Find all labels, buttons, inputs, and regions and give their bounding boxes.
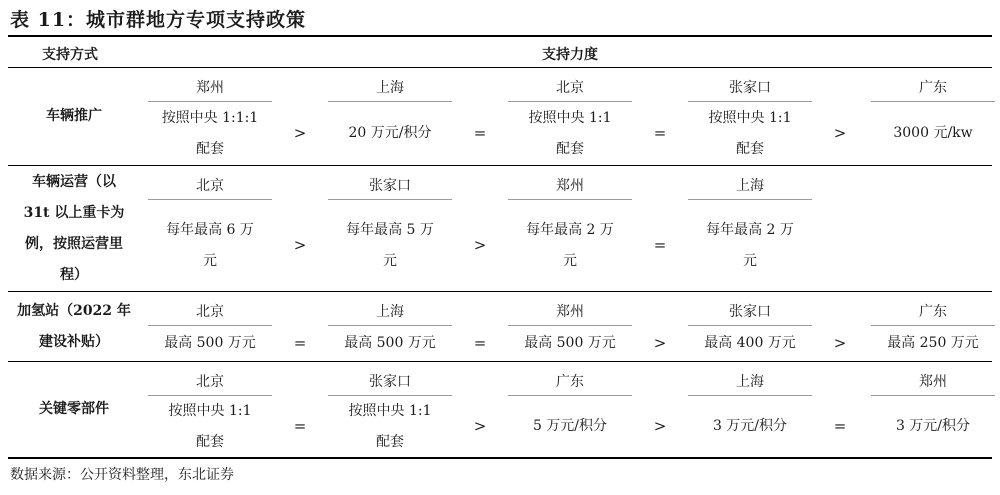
city-underline [871,325,995,326]
comparison-operator: > [833,333,847,352]
city-name: 郑州 [919,374,947,390]
row-label-line: 程） [59,266,88,283]
comparison-operator: > [293,123,307,142]
support-value: 20 万元/积分 [348,125,432,141]
city-name: 广东 [919,304,947,320]
city-name: 张家口 [729,304,771,320]
comparison-operator: = [473,333,487,352]
city-underline [148,199,272,200]
city-underline [328,101,452,102]
city-name: 广东 [919,80,947,96]
comparison-operator: = [293,333,307,352]
header-support-method: 支持方式 [42,47,98,63]
city-underline [148,325,272,326]
support-value: 配套 [556,140,584,157]
support-value: 元 [743,252,757,269]
support-value: 元 [203,252,217,269]
support-value: 每年最高 2 万 [706,221,794,238]
support-value: 每年最高 2 万 [526,221,614,238]
comparison-operator: = [293,416,307,435]
support-value: 最高 400 万元 [704,335,796,351]
support-value: 按照中央 1:1 [708,109,792,126]
support-value: 3 万元/积分 [712,418,788,434]
group-rule [8,291,992,292]
city-name: 张家口 [369,178,411,194]
row-label [10,68,138,165]
row-label-text [17,296,131,358]
support-value: 元 [383,252,397,269]
support-value: 最高 500 万元 [164,335,256,351]
comparison-operator: > [473,235,487,254]
row-label-line: 车辆推广 [46,108,102,124]
support-value: 配套 [196,433,224,450]
row-label-line: 关键零部件 [39,401,109,417]
city-name: 上海 [376,80,404,96]
row-label-line: 加氢站（2022 年 [17,302,131,319]
city-name: 北京 [196,374,224,390]
support-value: 按照中央 1:1:1 [161,109,259,126]
comparison-operator: = [653,123,667,142]
bottom-rule [8,457,992,459]
row-label [10,362,138,457]
support-value: 按照中央 1:1 [528,109,612,126]
city-name: 郑州 [196,80,224,96]
support-value: 配套 [196,140,224,157]
city-name: 北京 [556,80,584,96]
comparison-operator: = [473,123,487,142]
support-value: 3000 元/kw [893,125,973,141]
comparison-operator: > [833,123,847,142]
row-label-text [39,394,109,425]
city-underline [328,325,452,326]
support-value: 元 [563,252,577,269]
city-name: 郑州 [556,178,584,194]
source-note: 数据来源：公开资料整理，东北证券 [10,467,234,483]
city-underline [871,395,995,396]
row-label-text [24,167,125,291]
city-name: 郑州 [556,304,584,320]
city-name: 北京 [196,178,224,194]
city-name: 张家口 [729,80,771,96]
table-title: 表 11：城市群地方专项支持政策 [10,9,307,31]
city-name: 上海 [736,178,764,194]
comparison-operator: > [653,416,667,435]
comparison-operator: > [653,333,667,352]
support-value: 3 万元/积分 [895,418,971,434]
city-name: 上海 [736,374,764,390]
row-label-line: 31t 以上重卡为 [23,204,125,221]
row-label-text [46,101,102,132]
row-label [10,292,138,361]
row-label-line: 车辆运营（以 [31,173,116,190]
support-value: 最高 500 万元 [344,335,436,351]
city-underline [508,325,632,326]
group-rule [8,165,992,166]
top-rule [8,35,992,37]
support-value: 最高 500 万元 [524,335,616,351]
row-label-line: 建设补贴） [39,333,109,350]
city-underline [688,325,812,326]
city-underline [871,101,995,102]
support-value: 每年最高 5 万 [346,221,434,238]
city-name: 北京 [196,304,224,320]
header-support-strength: 支持力度 [542,47,598,63]
city-underline [688,395,812,396]
support-value: 配套 [736,140,764,157]
row-label [10,166,138,291]
comparison-operator: = [653,235,667,254]
city-name: 张家口 [369,374,411,390]
city-underline [508,395,632,396]
support-value: 按照中央 1:1 [348,402,432,419]
comparison-operator: > [473,416,487,435]
support-value: 每年最高 6 万 [166,221,254,238]
support-value: 5 万元/积分 [532,418,608,434]
city-underline [688,199,812,200]
city-underline [508,199,632,200]
comparison-operator: = [833,416,847,435]
city-name: 广东 [556,374,584,390]
group-rule [8,361,992,362]
city-underline [328,199,452,200]
city-name: 上海 [376,304,404,320]
support-value: 按照中央 1:1 [168,402,252,419]
row-label-line: 例，按照运营里 [24,235,123,252]
support-value: 最高 250 万元 [887,335,979,351]
support-value: 配套 [376,433,404,450]
header-rule [8,67,992,68]
comparison-operator: > [293,235,307,254]
